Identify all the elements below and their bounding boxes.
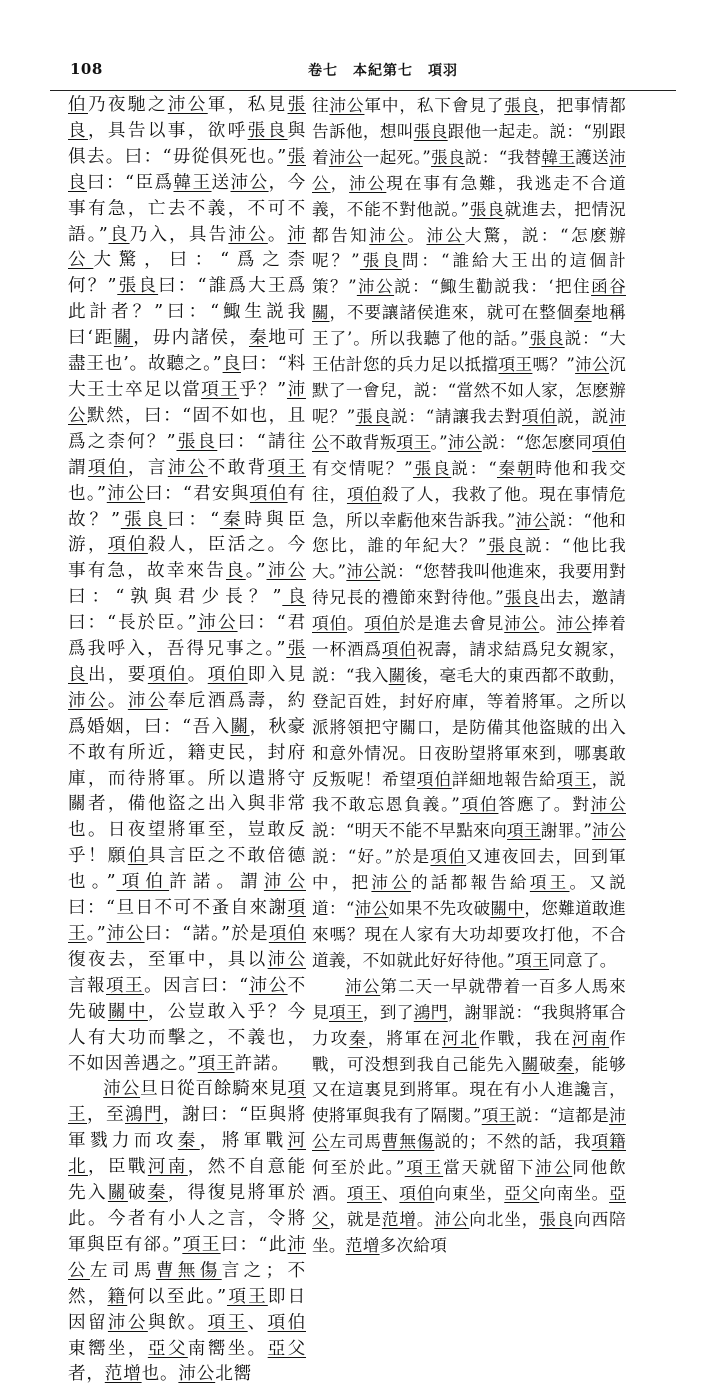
- text-run: 旦日從百餘騎來見: [140, 1079, 288, 1100]
- proper-name: 項王: [68, 1079, 306, 1126]
- text-run: 出去，邀請: [539, 588, 626, 608]
- proper-name: 秦: [556, 1054, 575, 1074]
- proper-name: 關中: [107, 1001, 148, 1022]
- proper-name: 張良: [504, 96, 540, 115]
- text-run: 向東坐，: [434, 1184, 505, 1204]
- text-run: 説：“您怎麽同: [481, 432, 593, 452]
- text-run: 有交情呢？”: [312, 458, 413, 478]
- proper-name: 張良: [504, 588, 540, 608]
- text-run: 地可盡王也’。故聽之。”: [68, 328, 306, 375]
- proper-name: 沛公: [346, 562, 381, 582]
- proper-name: 項王: [267, 457, 306, 478]
- header-rule: [50, 90, 676, 91]
- text-run: 左司馬: [89, 1260, 156, 1281]
- text-run: 曰：“君爲我呼入，吾得兄事之。”: [68, 613, 306, 660]
- proper-name: 項籍: [591, 1132, 627, 1152]
- text-run: ，今事有急，亡去不義，不可不語。”: [68, 172, 306, 245]
- proper-name: 良: [282, 587, 306, 608]
- text-run: 破: [127, 1183, 148, 1204]
- proper-name: 沛公: [504, 614, 540, 634]
- proper-name: 沛公: [515, 510, 550, 530]
- proper-name: 河南: [147, 1157, 188, 1178]
- proper-name: 項王: [515, 950, 550, 970]
- proper-name: 項伯: [592, 432, 626, 452]
- proper-name: 沛公: [556, 614, 592, 634]
- text-run: 説：“您替我叫他進來，我要用對待兄長的禮節來對待他。”: [312, 562, 626, 608]
- proper-name: 項王: [68, 898, 306, 944]
- text-run: 説：“請讓我去對: [390, 406, 523, 426]
- text-run: 如果不先攻破: [388, 899, 491, 919]
- text-run: 軍中，私下會見了: [364, 96, 505, 115]
- text-run: 具言臣之不敢倍德也。”: [68, 846, 306, 893]
- text-run: 後，毫毛大的東西都不敢動，登記百姓，封好府庫，等着將軍。之所以派將領把守關口，是防備其他盜賊的出入和意外情况。日夜盼望將軍來到，哪裏敢反叛呢！希望: [312, 665, 626, 789]
- proper-name: 秦: [147, 1183, 168, 1204]
- text-run: 沉默了一會兒，説：“當然不如人家，怎麽辦呢？”: [312, 355, 626, 426]
- text-run: 曰：“長於臣。”: [68, 613, 198, 634]
- proper-name: 良: [225, 561, 246, 582]
- proper-name: 沛公: [349, 173, 387, 193]
- proper-name: 項王: [106, 975, 145, 996]
- text-run: 説：“鯫生勸説我：‘把住: [394, 277, 592, 297]
- proper-name: 項王: [404, 1158, 444, 1178]
- proper-name: 籍: [107, 1286, 128, 1307]
- text-run: ，毋内諸侯，: [133, 328, 249, 349]
- text-run: 不敢背叛: [328, 432, 397, 452]
- proper-name: 項伯: [364, 614, 400, 634]
- text-run: 殺了人，我救了他。現在事情危急，所以幸虧他來告訴我。”: [312, 484, 626, 530]
- text-run: 於是進去會見: [399, 614, 505, 634]
- proper-name: 秦: [219, 509, 245, 530]
- proper-name: 項王: [201, 379, 240, 400]
- text-run: ，然不自意能先入: [68, 1157, 306, 1204]
- text-run: ，謝曰：“臣與將軍戮力而攻: [68, 1105, 306, 1152]
- text-run: 曰：“料大王士卒足以當: [68, 354, 306, 400]
- text-run: 不先破: [68, 975, 306, 1022]
- proper-name: 伯: [68, 95, 88, 115]
- text-run: 有故？”: [68, 483, 306, 530]
- proper-name: 亞父: [312, 1184, 627, 1229]
- text-run: 大驚，曰：“爲之柰何？”: [68, 250, 306, 297]
- text-run: 何至於此。”: [312, 1158, 405, 1178]
- text-run: ，具告以事，欲呼: [87, 120, 248, 141]
- text-run: 説：“明天不能不早點來向: [312, 821, 507, 841]
- proper-name: 良: [108, 224, 130, 245]
- paragraph: [68, 93, 306, 1077]
- proper-name: 沛公: [197, 613, 238, 634]
- text-run: 説：“他比我大。”: [312, 536, 626, 582]
- text-run: 曰：“此: [220, 1234, 288, 1255]
- proper-name: 張良: [413, 121, 448, 141]
- text-run: ，不要讓諸侯進來，就可在整個: [329, 303, 575, 323]
- proper-name: 沛公: [267, 949, 306, 970]
- text-run: 東嚮坐，: [68, 1338, 148, 1359]
- proper-name: 沛公: [354, 899, 389, 919]
- text-run: ，謝罪説：“我與將軍合力攻: [312, 1002, 627, 1048]
- paragraph: [68, 1077, 306, 1388]
- proper-name: 項伯: [312, 614, 347, 634]
- proper-name: 項王: [182, 1234, 221, 1255]
- proper-name: 項伯: [399, 1184, 435, 1204]
- text-run: ，言: [127, 457, 168, 478]
- proper-name: 項王: [226, 1286, 268, 1307]
- proper-name: 鴻門: [413, 1002, 448, 1022]
- text-run: 曰：“請往謂: [68, 431, 307, 478]
- text-run: 。: [267, 224, 288, 245]
- text-run: 言之；不然，: [68, 1260, 306, 1307]
- text-run: 大驚，説：“怎麽辦呢？”: [312, 225, 626, 271]
- proper-name: 關: [230, 716, 250, 737]
- text-run: 曰：“臣爲: [87, 172, 174, 193]
- text-run: 説：“我替: [464, 147, 542, 167]
- text-run: ，: [330, 173, 350, 193]
- text-run: 往: [312, 96, 330, 115]
- text-run: 答應了。對: [498, 795, 591, 815]
- text-run: 送: [211, 172, 231, 193]
- text-run: 曰：“君安與: [145, 483, 250, 504]
- text-run: 。: [407, 225, 427, 245]
- page-number: 108: [70, 60, 103, 78]
- text-run: 同意了。: [549, 950, 617, 970]
- text-run: 。”: [430, 432, 448, 452]
- proper-name: 沛公: [312, 1106, 626, 1152]
- proper-name: 秦: [574, 303, 592, 323]
- text-run: ，到了: [362, 1002, 414, 1022]
- proper-name: 韓王: [173, 172, 212, 193]
- text-run: ，公豈敢入乎？今人有大功而擊之，不義也，不如因善遇之。”: [68, 1001, 307, 1074]
- text-run: 復夜去，至軍中，具以: [68, 949, 268, 970]
- proper-name: 沛公: [68, 224, 306, 271]
- text-run: 曰：“諾。”於是: [144, 924, 269, 944]
- text-run: 乎？”: [239, 379, 287, 400]
- proper-name: 范增: [104, 1364, 142, 1385]
- text-run: 。: [346, 614, 365, 634]
- paragraph: [312, 974, 626, 1259]
- text-run: 曰：“: [167, 509, 220, 530]
- text-run: 也。: [141, 1364, 179, 1385]
- text-run: ，至: [87, 1105, 126, 1126]
- proper-name: 張良: [412, 458, 452, 478]
- proper-name: 曹無傷: [381, 1132, 435, 1152]
- proper-name: 沛公: [167, 457, 208, 478]
- proper-name: 沛公: [127, 690, 168, 711]
- proper-name: 亞父: [504, 1184, 540, 1204]
- text-run: 默然，曰：“固不如也，且爲之柰何？”: [68, 405, 306, 452]
- text-run: 與飲。: [147, 1312, 208, 1333]
- proper-name: 項伯: [381, 640, 417, 660]
- proper-name: 沛公: [68, 690, 108, 711]
- proper-name: 張良: [359, 251, 402, 271]
- proper-name: 沛公: [68, 379, 306, 426]
- text-run: 奉卮酒爲壽，約爲婚姻，曰：“吾入: [68, 690, 306, 737]
- text-run: 。因言曰：“: [144, 975, 249, 996]
- proper-name: 沛公: [178, 1364, 216, 1385]
- proper-name: 項伯: [346, 484, 382, 504]
- text-run: 説：“這都是: [515, 1106, 610, 1126]
- text-run: 許諾。謂: [169, 872, 264, 893]
- proper-name: 秦: [248, 328, 269, 349]
- text-run: 就進去，把情況都告知: [312, 199, 626, 245]
- proper-name: 秦: [349, 1028, 368, 1048]
- proper-name: 張良: [430, 147, 465, 167]
- proper-name: 伯: [127, 846, 148, 867]
- text-run: 。”: [86, 924, 107, 944]
- text-run: 曰：“旦日不可不蚤自來謝: [68, 898, 288, 919]
- text-run: 曰：“誰爲大王爲此計者？”曰：“鯫生説我曰‘距: [68, 276, 306, 349]
- proper-name: 張良: [469, 199, 505, 219]
- proper-name: 項伯: [147, 664, 188, 685]
- text-run: 説：“大王估計您的兵力足以抵擋: [312, 329, 626, 375]
- proper-name: 良: [222, 354, 241, 375]
- proper-name: 項伯: [87, 457, 128, 478]
- text-run: 多次給項: [379, 1235, 448, 1255]
- text-run: 也。”: [68, 483, 107, 504]
- proper-name: 沛公: [592, 821, 626, 841]
- proper-name: 范增: [345, 1235, 380, 1255]
- text-run: 殺人，臣活之。今事有急，故幸來告: [68, 535, 307, 582]
- text-run: 一起死。”: [362, 147, 431, 167]
- text-run: 向北坐，: [469, 1209, 540, 1229]
- proper-name: 項伯: [522, 406, 557, 426]
- text-run: ，將軍在: [367, 1028, 442, 1048]
- text-run: 南嚮坐。: [187, 1338, 268, 1359]
- proper-name: 沛公: [263, 872, 306, 893]
- text-run: 向西陪坐。: [312, 1209, 626, 1255]
- text-run: 乃夜馳之: [87, 95, 168, 115]
- text-run: 問：“誰給大王出的這個計策？”: [312, 251, 626, 297]
- text-run: 。: [539, 614, 557, 634]
- text-run: 者，: [68, 1364, 105, 1385]
- proper-name: 項王: [197, 1053, 235, 1074]
- proper-name: 沛公: [590, 795, 626, 815]
- proper-name: 沛公: [266, 561, 306, 582]
- proper-name: 河南: [571, 1028, 610, 1048]
- text-run: ，就是: [329, 1209, 382, 1229]
- proper-name: 關: [107, 1183, 128, 1204]
- proper-name: 項伯: [207, 664, 248, 685]
- text-run: 又連夜回去，回到軍中，把: [312, 847, 626, 893]
- text-run: 詳細地報告給: [451, 769, 557, 789]
- proper-name: 沛公: [328, 147, 363, 167]
- proper-name: 項伯: [107, 535, 148, 556]
- proper-name: 秦朝: [496, 458, 536, 478]
- proper-name: 范增: [381, 1209, 417, 1229]
- proper-name: 沛公: [575, 355, 610, 375]
- text-run: 左司馬: [329, 1132, 382, 1152]
- proper-name: 項伯: [460, 795, 499, 815]
- text-run: 即入見: [247, 664, 306, 685]
- proper-name: 關: [521, 1054, 540, 1074]
- text-run: 、: [381, 1184, 400, 1204]
- text-run: 許諾。: [234, 1053, 290, 1074]
- proper-name: 亞父: [147, 1338, 188, 1359]
- proper-name: 張良: [528, 329, 565, 349]
- text-run: 不敢背: [207, 457, 268, 478]
- text-run: ，把事情都告訴他，想叫: [312, 96, 626, 141]
- proper-name: 沛公: [312, 406, 626, 452]
- proper-name: 張良: [486, 536, 526, 556]
- proper-name: 沛公: [167, 95, 208, 115]
- text-run: 。: [187, 664, 208, 685]
- text-run: 説：“好。”於是: [312, 847, 431, 867]
- proper-name: 張良: [247, 120, 288, 141]
- text-run: ，臣戰: [87, 1157, 148, 1178]
- proper-name: 沛公: [248, 975, 288, 996]
- text-run: ，您難道敢進來嗎？現在人家有大功却要攻打他，不合道義，不如就此好好待他。”: [312, 899, 626, 970]
- text-run: 。又説道：“: [312, 873, 626, 919]
- text-run: 跟他一起走。説：“别跟着: [312, 121, 626, 167]
- proper-name: 項王: [328, 1002, 363, 1022]
- proper-name: 河北: [441, 1028, 480, 1048]
- text-run: ，得復見將軍於此。今者有小人之言，令將軍與臣有郤。”: [68, 1183, 306, 1255]
- proper-name: 沛公: [371, 873, 412, 893]
- proper-name: 關中: [490, 899, 525, 919]
- proper-name: 張良: [68, 95, 306, 141]
- proper-name: 項伯: [430, 847, 467, 867]
- proper-name: 張良: [68, 639, 306, 685]
- text-run: 第二天一早就帶着一百多人馬來見: [312, 976, 626, 1022]
- text-run: ，秋豪不敢有所近，籍吏民，封府庫，而待將軍。所以遣將守關者，備他盜之出入與非常也。日夜望將軍至，豈敢反乎！願: [68, 716, 306, 867]
- text-run: 説的；不然的話，我: [434, 1132, 592, 1152]
- proper-name: 項王: [396, 432, 431, 452]
- proper-name: 項王: [207, 1312, 248, 1333]
- text-run: 同他飲酒。: [312, 1158, 626, 1204]
- proper-name: 項伯: [267, 1312, 306, 1333]
- proper-name: 沛公: [106, 483, 146, 504]
- text-run: 時與臣游，: [68, 509, 306, 556]
- proper-name: 項伯: [416, 769, 452, 789]
- proper-name: 張良: [355, 406, 391, 426]
- proper-name: 沛公: [369, 225, 408, 245]
- proper-name: 曹無傷: [155, 1260, 222, 1281]
- text-run: 地稱王了’。所以我聽了他的話。”: [312, 303, 626, 349]
- text-run: 捧着一杯酒爲: [312, 614, 626, 660]
- proper-name: 項王: [556, 769, 592, 789]
- text-run: 北嚮: [215, 1364, 252, 1385]
- proper-name: 秦: [177, 1131, 200, 1152]
- proper-name: 鴻門: [125, 1105, 164, 1126]
- text-run: ，能够又在這裏見到將軍。現在有小人進讒言，使將軍與我有了隔閡。”: [312, 1054, 626, 1126]
- proper-name: 沛公: [106, 924, 145, 944]
- paragraph: [312, 93, 626, 974]
- text-run: 。: [416, 1209, 435, 1229]
- proper-name: 沛公: [68, 1234, 306, 1281]
- text-run: 當天就留下: [443, 1158, 536, 1178]
- proper-name: 關: [388, 665, 406, 685]
- text-run: 作戰，我在: [479, 1028, 572, 1048]
- text-run: 護送: [575, 147, 610, 167]
- classical-text-column: [68, 93, 307, 1385]
- running-head: 卷七 本紀第七 項羽: [308, 63, 458, 79]
- text-run: 説，説: [556, 406, 610, 426]
- proper-name: 沛公: [356, 277, 395, 297]
- text-run: 言報: [68, 975, 107, 996]
- proper-name: 張良: [539, 1209, 575, 1229]
- proper-name: 項伯: [268, 924, 307, 944]
- text-run: ，説我不敢忘恩負義。”: [312, 769, 626, 815]
- text-run: 現在事有急難，我逃走不合道義，不能不對他説。”: [312, 173, 626, 219]
- proper-name: 項王: [529, 873, 570, 893]
- proper-name: 張良: [176, 431, 218, 452]
- proper-name: 沛公: [312, 147, 627, 193]
- proper-name: 沛公: [426, 225, 465, 245]
- proper-name: 張良: [68, 146, 306, 193]
- text-run: 謝罪。”: [540, 821, 593, 841]
- text-run: 。”: [245, 561, 267, 582]
- text-run: 時他和我交往，: [312, 458, 626, 504]
- text-run: 、: [247, 1312, 268, 1333]
- proper-name: 沛公: [434, 1209, 470, 1229]
- text-run: 説：“他和您比，誰的年紀大？”: [312, 510, 626, 556]
- proper-name: 沛公: [107, 1312, 148, 1333]
- proper-name: 項王: [481, 1106, 516, 1126]
- proper-name: 亞父: [267, 1338, 307, 1359]
- text-run: 何以至此。”: [127, 1286, 227, 1307]
- proper-name: 項王: [498, 355, 533, 375]
- text-run: 嗎？”: [532, 355, 576, 375]
- proper-name: 韓王: [541, 147, 576, 167]
- text-run: 與俱去。曰：“毋從俱死也。”: [68, 120, 306, 167]
- proper-name: 沛公: [345, 976, 381, 996]
- text-run: 説：“: [451, 458, 497, 478]
- proper-name: 項王: [346, 1184, 382, 1204]
- proper-name: 項王: [507, 821, 541, 841]
- text-run: 軍，私見: [207, 95, 288, 115]
- proper-name: 沛公: [228, 224, 268, 245]
- proper-name: 沛公: [447, 432, 482, 452]
- proper-name: 沛公: [230, 172, 269, 193]
- proper-name: 張良: [120, 509, 168, 530]
- proper-name: 沛公: [329, 96, 365, 115]
- proper-name: 沛公: [103, 1079, 141, 1100]
- text-run: 即日因留: [68, 1286, 306, 1333]
- text-run: 破: [539, 1054, 557, 1074]
- proper-name: 項伯: [116, 872, 170, 893]
- text-run: 祝壽，請求結爲兒女親家，説：“我入: [312, 640, 626, 685]
- proper-name: 沛公: [535, 1158, 573, 1178]
- text-run: 向南坐。: [539, 1184, 610, 1204]
- text-run: 曰：“孰與君少長？”: [68, 587, 283, 608]
- proper-name: 關: [113, 328, 134, 349]
- text-run: ，將軍戰: [199, 1131, 288, 1152]
- page-header: [50, 60, 676, 84]
- text-run: 的話都報告給: [411, 873, 530, 893]
- text-run: 出，要: [87, 664, 148, 685]
- proper-name: 張良: [117, 276, 159, 297]
- translation-text-column: [312, 93, 627, 1255]
- proper-name: 函谷關: [312, 277, 626, 323]
- proper-name: 項伯: [249, 483, 288, 504]
- text-run: 。: [107, 690, 128, 711]
- proper-name: 河北: [68, 1131, 306, 1178]
- text-run: 乃入，具告: [129, 224, 229, 245]
- text-run: 作戰，可没想到我自己能先入: [312, 1028, 626, 1074]
